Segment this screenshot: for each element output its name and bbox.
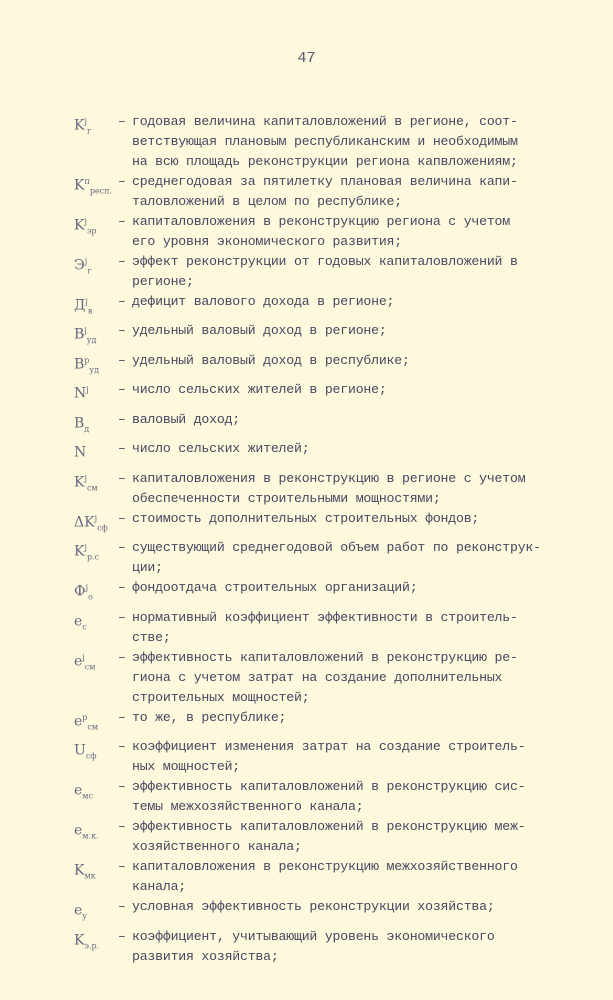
definition-line: среднегодовая за пятилетку плановая величина капи- <box>132 174 518 189</box>
symbol-subscript: уд <box>86 335 97 345</box>
definition-text <box>132 927 574 967</box>
definition-entry <box>74 857 574 897</box>
symbol-superscript: р <box>84 355 90 365</box>
dash-separator: – <box>118 382 126 398</box>
symbol-base: K <box>74 543 85 560</box>
definition-entry <box>74 321 574 350</box>
symbol-subscript: мк <box>84 871 96 881</box>
definition-text <box>132 351 574 371</box>
definition-text <box>132 380 574 400</box>
symbol-base: e <box>74 822 83 839</box>
symbol-subscript: с <box>82 622 87 632</box>
symbol-subscript: сф <box>85 751 97 761</box>
symbol <box>74 648 118 677</box>
symbol-superscript: j <box>82 652 85 662</box>
symbol <box>74 538 118 567</box>
definition-line: капиталовложения в реконструкцию региона с учетом <box>132 214 510 229</box>
definition-text <box>132 172 574 212</box>
dash-separator: – <box>118 819 126 835</box>
symbol-base: K <box>74 117 85 134</box>
symbol-base: Э <box>74 257 85 274</box>
definition-entry <box>74 410 574 439</box>
symbol <box>74 212 118 241</box>
definition-line: эффективность капиталовложений в реконструкцию ре- <box>132 649 518 665</box>
symbol-base: e <box>74 713 83 730</box>
definition-line: нормативный коэффициент эффективности в строитель- <box>132 609 518 625</box>
symbol-subscript: в <box>87 306 93 316</box>
definition-line: ных мощностей; <box>132 759 240 775</box>
definition-line: развития хозяйства; <box>132 948 279 964</box>
definition-entry <box>74 648 574 708</box>
definition-line: фондоотдача строительных организаций; <box>132 580 418 596</box>
definition-text <box>132 410 574 430</box>
definition-line: хозяйственного канала; <box>132 839 302 855</box>
definition-text <box>132 857 574 897</box>
symbol <box>74 737 118 766</box>
definition-entry <box>74 172 574 212</box>
symbol <box>74 380 118 409</box>
dash-separator: – <box>118 323 126 339</box>
definition-line: существующий среднегодовой объем работ по реконструк- <box>132 540 541 556</box>
definition-line: число сельских жителей в регионе; <box>132 382 387 398</box>
symbol-base: K <box>74 932 85 949</box>
definition-line: число сельских жителей; <box>132 441 310 457</box>
dash-separator: – <box>118 609 126 625</box>
symbol-subscript: см <box>84 662 96 672</box>
symbol <box>74 439 118 468</box>
dash-separator: – <box>118 114 126 129</box>
symbol <box>74 927 118 956</box>
symbol-subscript: м.к. <box>82 831 99 841</box>
symbol-superscript: j <box>85 583 89 593</box>
symbol-base: K <box>74 474 85 491</box>
symbol-base: N <box>74 386 87 403</box>
symbol-subscript: см <box>86 483 98 493</box>
definition-line: то же, в республике; <box>132 709 287 725</box>
definition-line: его уровня экономического развития; <box>132 234 402 249</box>
symbol-subscript: д <box>84 424 90 434</box>
symbol-superscript: j <box>84 326 87 336</box>
definition-entry <box>74 927 574 967</box>
definition-line: таловложений в целом по республике; <box>132 194 402 209</box>
definition-text <box>132 321 574 341</box>
definition-line: темы межхозяйственного канала; <box>132 799 364 815</box>
symbol-superscript: j <box>84 543 87 553</box>
definition-text <box>132 817 574 857</box>
definition-line: годовая величина капиталовложений в регионе, соот- <box>132 114 518 129</box>
definition-line: регионе; <box>132 274 194 289</box>
definition-line: стоимость дополнительных строительных фондов; <box>132 510 480 526</box>
symbol-subscript: см <box>87 722 99 732</box>
symbol-superscript: j <box>86 385 89 395</box>
symbol <box>74 410 118 439</box>
page-number: 47 <box>297 50 316 67</box>
symbol-base: N <box>74 444 87 461</box>
symbol <box>74 172 118 201</box>
symbol-definitions-list <box>74 112 574 967</box>
dash-separator: – <box>118 294 126 309</box>
symbol-superscript: j <box>84 217 87 226</box>
dash-separator: – <box>118 174 126 189</box>
definition-text <box>132 608 574 648</box>
definition-line: обеспеченности строительными мощностями; <box>132 490 441 506</box>
definition-entry <box>74 380 574 409</box>
symbol-base: U <box>74 742 86 759</box>
definition-line: эффективность капиталовложений в реконструкцию меж- <box>132 819 526 835</box>
definition-entry <box>74 897 574 926</box>
symbol-subscript: эр <box>86 226 97 236</box>
definition-line: ветствующая плановым республиканским и необходимым <box>132 134 518 149</box>
definition-line: гиона с учетом затрат на создание дополнительных <box>132 669 503 685</box>
symbol <box>74 252 118 281</box>
symbol <box>74 351 118 380</box>
symbol-subscript: сф <box>97 523 108 533</box>
definition-text <box>132 439 574 459</box>
dash-separator: – <box>118 779 126 795</box>
dash-separator: – <box>118 411 126 427</box>
symbol <box>74 292 118 321</box>
definition-entry <box>74 538 574 578</box>
symbol <box>74 708 118 737</box>
definition-line: коэффициент изменения затрат на создание строитель- <box>132 739 526 755</box>
symbol-base: Д <box>74 297 86 314</box>
symbol-base: K <box>74 177 85 194</box>
definition-entry <box>74 509 574 538</box>
symbol-base: e <box>74 613 83 630</box>
definition-line: на всю площадь реконструкции региона капвложениям; <box>132 154 518 169</box>
symbol-subscript: у <box>82 911 88 921</box>
symbol-base: e <box>74 782 83 799</box>
symbol-base: В <box>74 327 85 344</box>
definition-line: стве; <box>132 629 171 645</box>
definition-line: строительных мощностей; <box>132 689 310 705</box>
symbol-base: В <box>74 356 85 373</box>
symbol-superscript: п <box>84 177 90 186</box>
definition-entry <box>74 112 574 172</box>
definition-line: дефицит валового дохода в регионе; <box>132 294 395 309</box>
definition-text <box>132 292 574 312</box>
definition-line: условная эффективность реконструкции хозяйства; <box>132 899 495 915</box>
definition-line: удельный валовый доход в республике; <box>132 352 410 368</box>
symbol <box>74 857 118 886</box>
symbol-superscript: р <box>82 712 88 722</box>
symbol-base: e <box>74 653 83 670</box>
symbol-subscript: респ. <box>89 186 113 196</box>
definition-line: валовый доход; <box>132 411 240 427</box>
definition-text <box>132 469 574 509</box>
symbol <box>74 608 118 637</box>
definition-entry <box>74 817 574 857</box>
symbol <box>74 897 118 926</box>
symbol <box>74 578 118 607</box>
dash-separator: – <box>118 928 126 944</box>
definition-text <box>132 708 574 728</box>
definition-text <box>132 578 574 598</box>
dash-separator: – <box>118 352 126 368</box>
dash-separator: – <box>118 540 126 556</box>
symbol <box>74 321 118 350</box>
symbol-subscript: мс <box>82 791 93 801</box>
definition-text <box>132 112 574 172</box>
definition-entry <box>74 777 574 817</box>
symbol-superscript: j <box>94 513 98 523</box>
definition-text <box>132 212 574 252</box>
definition-text <box>132 538 574 578</box>
definition-line: коэффициент, учитывающий уровень экономического <box>132 928 495 944</box>
definition-text <box>132 897 574 917</box>
definition-entry <box>74 351 574 380</box>
symbol-base: K <box>74 862 85 879</box>
definition-text <box>132 648 574 708</box>
definition-entry <box>74 252 574 292</box>
symbol-subscript: р.с <box>86 552 100 562</box>
definition-entry <box>74 439 574 468</box>
symbol-base: В <box>74 415 85 432</box>
dash-separator: – <box>118 254 126 269</box>
dash-separator: – <box>118 470 126 486</box>
definition-entry <box>74 608 574 648</box>
symbol-superscript: j <box>85 297 88 306</box>
definition-line: эффективность капиталовложений в реконструкцию сис- <box>132 779 526 795</box>
definition-text <box>132 509 574 529</box>
definition-line: эффект реконструкции от годовых капиталовложений в <box>132 254 518 269</box>
definition-entry <box>74 469 574 509</box>
symbol <box>74 777 118 806</box>
symbol-subscript: г <box>87 266 92 276</box>
symbol-superscript: j <box>84 473 87 483</box>
symbol-subscript: уд <box>89 365 100 375</box>
symbol-subscript: э.р. <box>84 940 100 950</box>
definition-text <box>132 252 574 292</box>
definition-text <box>132 737 574 777</box>
symbol <box>74 469 118 498</box>
definition-text <box>132 777 574 817</box>
symbol-base: Ф <box>74 583 86 600</box>
dash-separator: – <box>118 709 126 725</box>
dash-separator: – <box>118 899 126 915</box>
symbol-base: e <box>74 902 83 919</box>
dash-separator: – <box>118 739 126 755</box>
definition-line: капиталовложения в реконструкцию межхозяйственного <box>132 859 518 875</box>
dash-separator: – <box>118 580 126 596</box>
symbol-base: K <box>74 217 85 234</box>
symbol <box>74 509 118 538</box>
definition-entry <box>74 708 574 737</box>
definition-entry <box>74 737 574 777</box>
definition-entry <box>74 578 574 607</box>
symbol <box>74 817 118 846</box>
definition-entry <box>74 292 574 321</box>
definition-entry <box>74 212 574 252</box>
symbol-superscript: j <box>84 257 88 266</box>
symbol-superscript: j <box>84 117 87 126</box>
definition-line: капиталовложения в реконструкцию в регионе с учетом <box>132 470 526 486</box>
symbol-subscript: о <box>88 592 93 602</box>
dash-separator: – <box>118 859 126 875</box>
dash-separator: – <box>118 649 126 665</box>
dash-separator: – <box>118 510 126 526</box>
definition-line: удельный валовый доход в регионе; <box>132 323 387 339</box>
symbol-subscript: г <box>86 126 92 136</box>
dash-separator: – <box>118 214 126 229</box>
dash-separator: – <box>118 441 126 457</box>
symbol <box>74 112 118 141</box>
symbol-base: ΔK <box>74 514 95 531</box>
definition-line: канала; <box>132 879 186 895</box>
definition-line: ции; <box>132 560 163 576</box>
